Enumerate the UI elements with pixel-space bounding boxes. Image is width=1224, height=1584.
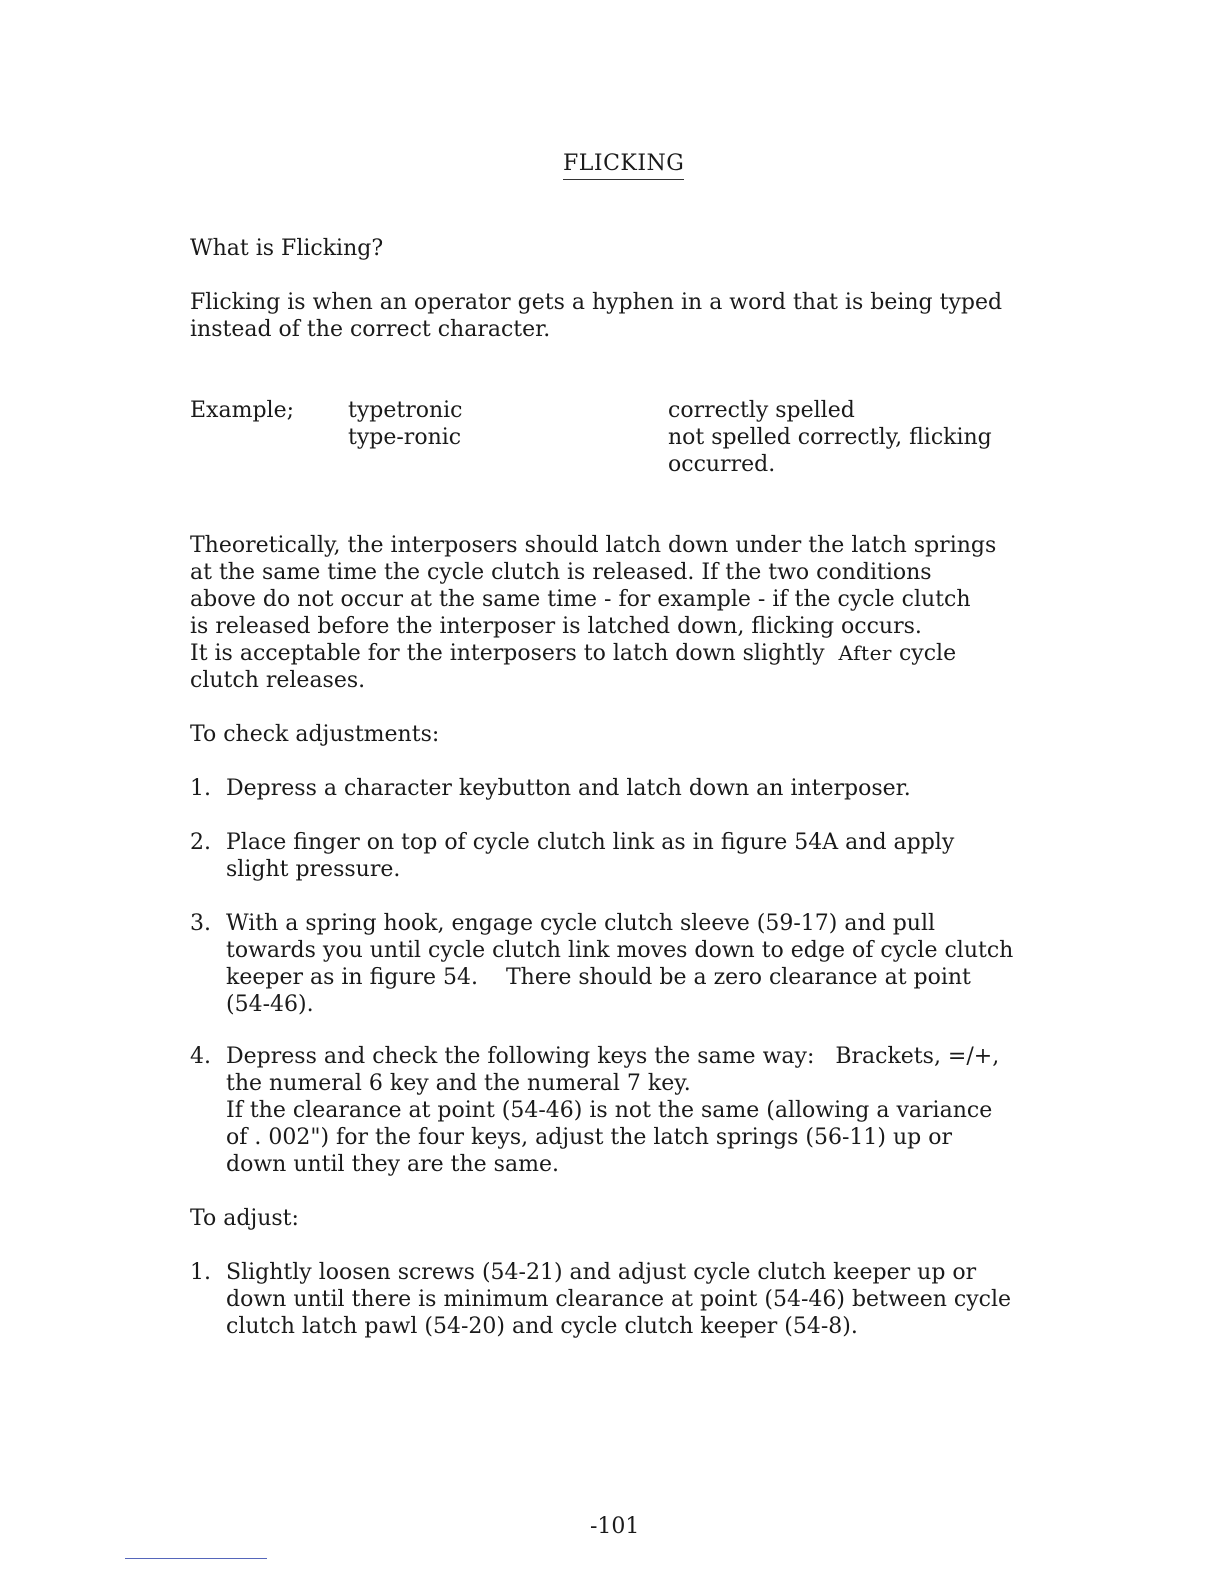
list-line: With a spring hook, engage cycle clutch sleeve (59-17) and pull (226, 911, 936, 936)
list-line: slight pressure. (226, 857, 401, 882)
page-number: -101 (590, 1514, 640, 1539)
example-description: not spelled correctly, flicking (668, 425, 992, 450)
list-line: (54-46). (226, 992, 314, 1017)
theory-line: is released before the interposer is latched down, flicking occurs. (190, 614, 922, 639)
example-word: type-ronic (348, 425, 462, 450)
theory-line: at the same time the cycle clutch is released. If the two conditions (190, 560, 932, 585)
adjust-heading: To adjust: (190, 1206, 299, 1231)
list-line: the numeral 6 key and the numeral 7 key. (226, 1071, 691, 1096)
definition-line: instead of the correct character. (190, 317, 551, 342)
definition-line: Flicking is when an operator gets a hyphen in a word that is being typed (190, 290, 1003, 315)
list-number: 1. (190, 1260, 211, 1285)
theory-line-text: cycle (891, 641, 957, 666)
list-line: down until they are the same. (226, 1152, 559, 1177)
list-number: 1. (190, 776, 211, 801)
list-text (226, 1043, 1086, 1178)
list-line: towards you until cycle clutch link moves down to edge of cycle clutch (226, 938, 1014, 963)
theory-paragraph (190, 532, 1070, 694)
check-heading: To check adjustments: (190, 722, 440, 747)
list-text (226, 1259, 1086, 1340)
theory-line: Theoretically, the interposers should latch down under the latch springs (190, 533, 997, 558)
question-heading: What is Flicking? (190, 236, 384, 261)
list-number: 3. (190, 911, 211, 936)
list-line: Depress a character keybutton and latch down an interposer. (226, 776, 911, 801)
theory-line-text: It is acceptable for the interposers to latch down slightly (190, 641, 825, 666)
corner-divider (125, 1558, 267, 1559)
page-title: FLICKING (563, 150, 684, 180)
example-description: correctly spelled (668, 398, 855, 423)
theory-line: above do not occur at the same time - for example - if the cycle clutch (190, 587, 971, 612)
list-line: keeper as in figure 54. There should be a zero clearance at point (226, 965, 971, 990)
example-word: typetronic (348, 398, 463, 423)
list-line: clutch latch pawl (54-20) and cycle clutch keeper (54-8). (226, 1314, 858, 1339)
list-number: 4. (190, 1044, 211, 1069)
list-number: 2. (190, 830, 211, 855)
list-text (226, 775, 1086, 802)
list-line: Place finger on top of cycle clutch link as in figure 54A and apply (226, 830, 955, 855)
theory-line (190, 640, 1070, 667)
theory-line: clutch releases. (190, 668, 366, 693)
list-line: down until there is minimum clearance at point (54-46) between cycle (226, 1287, 1012, 1312)
example-description: occurred. (668, 452, 776, 477)
list-line: If the clearance at point (54-46) is not the same (allowing a variance (226, 1098, 993, 1123)
list-text (226, 910, 1086, 1018)
list-line: of . 002") for the four keys, adjust the latch springs (56-11) up or (226, 1125, 952, 1150)
list-line: Slightly loosen screws (54-21) and adjust cycle clutch keeper up or (226, 1260, 977, 1285)
list-line: Depress and check the following keys the same way: Brackets, =/+, (226, 1044, 1000, 1069)
after-emphasis: After (838, 641, 892, 665)
definition-paragraph (190, 289, 1070, 343)
list-text (226, 829, 1086, 883)
example-label: Example; (190, 398, 294, 423)
